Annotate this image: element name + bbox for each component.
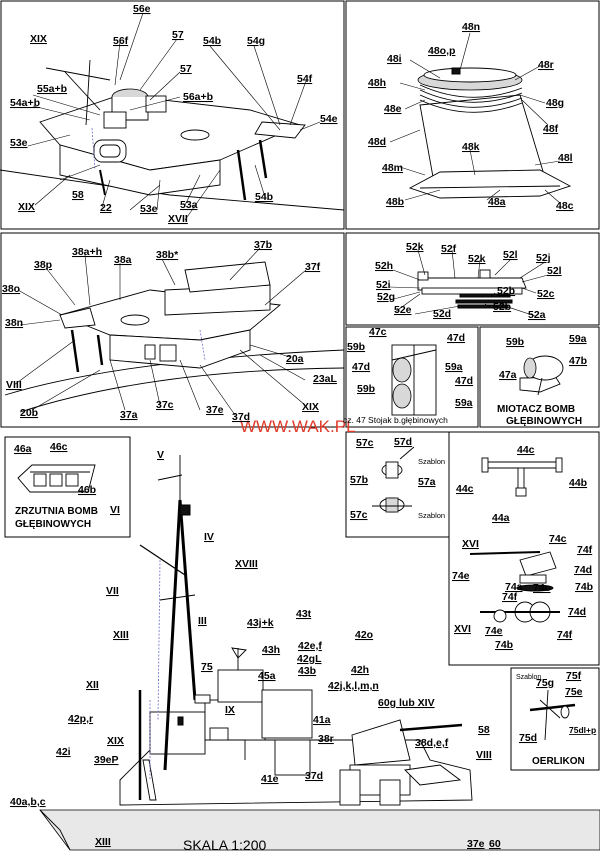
part-label: 39eP [94,754,119,766]
part-label: IV [204,531,214,543]
part-label: 74f [502,591,518,603]
panel-oerlikon-labels [516,670,596,767]
part-label: 48i [387,53,402,65]
part-label: 58 [72,189,84,201]
part-label: 54a+b [10,97,41,109]
part-label: 47c [369,326,387,338]
part-label: 43t [296,608,312,620]
part-label: 74e [452,570,470,582]
part-label: 54b [203,35,222,47]
part-label: 47b [569,355,588,367]
part-label: 55a+b [37,83,68,95]
part-label: 38p [34,259,53,271]
panel-davit-drawing [372,447,414,512]
part-label: 59a [445,361,463,373]
panel-caption: MIOTACZ BOMB [497,404,576,415]
part-label: 52k [468,253,486,265]
part-label: 57c [356,437,374,449]
part-label: 37d [232,411,251,423]
part-label: XVI [462,538,479,550]
part-label: VIII [476,749,492,761]
part-label: 74b [575,581,594,593]
part-label: 75e [565,686,583,698]
part-label: 22 [100,202,112,214]
panel-oerlikon-frame [511,668,599,770]
part-label: 57c [350,509,368,521]
part-label: 42gL [297,653,322,665]
part-label: 46c [50,441,68,453]
part-label: 52k [406,241,424,253]
part-label: 74c [533,582,551,594]
part-label: 53e [10,137,28,149]
panel-rack-drawing [392,345,436,415]
part-label: 75f [566,670,582,682]
part-label: 38a [114,254,132,266]
part-label: 52d [433,308,452,320]
part-label: 48b [386,196,405,208]
part-label: 47d [447,332,466,344]
part-label: 43j+k [247,617,274,629]
part-label: 56e [133,3,151,15]
part-label: 38r [318,733,334,745]
part-label: 74d [568,606,587,618]
part-label: 48g [546,97,565,109]
part-label: 42p,r [68,713,94,725]
part-label: 42h [351,664,370,676]
annotation: Szablon [418,457,446,466]
part-label: 41a [313,714,331,726]
part-label: 74f [577,544,593,556]
panel-caption: cz. 47 Stojak b.głębinowych [343,415,448,425]
part-label: XIX [30,33,47,45]
part-label: IX [225,704,235,716]
part-label: 48c [556,200,574,212]
part-label: 74c [549,533,567,545]
part-label: 38b* [156,249,179,261]
part-label: 20b [20,407,39,419]
part-label: 54g [247,35,266,47]
part-label: 38d,e,f [415,737,449,749]
part-label: 48n [462,21,481,33]
part-label: 48l [558,152,573,164]
part-label: 75d [519,732,538,744]
part-label: XIX [107,735,124,747]
part-label: 74f [557,629,573,641]
part-label: VIII [6,379,22,391]
part-label: 42j,k,l,m,n [328,680,379,692]
part-label: XIII [113,629,129,641]
part-label: 23aL [313,373,337,385]
part-label: 46b [78,484,97,496]
part-label: 47d [352,361,371,373]
part-label: 37e [206,404,224,416]
part-label: 48o,p [428,45,456,57]
part-label: VII [106,585,119,597]
watermark: WWW.WAK.PL [240,417,356,436]
part-label: 54b [255,191,274,203]
part-label: XIII [95,836,111,848]
part-label: 59b [347,341,366,353]
part-label: 57 [180,63,192,75]
part-label: XIX [18,201,35,213]
part-label: 43b [298,665,317,677]
part-label: 37d [305,770,324,782]
part-label: 60 [489,838,501,850]
part-label: XII [86,679,99,691]
part-label: 52f [441,243,457,255]
part-label: 44a [492,512,510,524]
part-label: 74e [485,625,503,637]
part-label: 52b [493,301,512,313]
part-label: 52h [375,260,394,272]
panel-crane-drawing [482,458,562,496]
part-label: 46a [14,443,32,455]
part-label: 74b [495,639,514,651]
part-label: 54e [320,113,338,125]
part-label: XVIII [235,558,258,570]
part-label: 52c [537,288,555,300]
part-label: 44b [569,477,588,489]
part-label: 20a [286,353,304,365]
part-label: 75g [536,677,555,689]
panel-caption: GŁĘBINOWYCH [506,416,583,427]
part-label: 59b [357,383,376,395]
part-label: 42e,f [298,640,322,652]
panel-gunmount-labels [452,533,593,651]
part-label: 48m [382,162,404,174]
part-label: XVII [168,213,188,225]
part-label: 37f [305,261,321,273]
part-label: 52j [536,252,551,264]
part-label: 58 [478,724,490,736]
part-label: 53a [180,199,198,211]
part-label: 74d [574,564,593,576]
part-label: 57a [418,476,436,488]
part-label: 74a [505,581,523,593]
part-label: 48f [543,123,559,135]
part-label: 57 [172,29,184,41]
part-label: 59b [506,336,525,348]
part-label: 44c [517,444,535,456]
panel-caption: ZRZUTNIA BOMB [15,506,98,517]
part-label: 57b [350,474,369,486]
part-label: 53e [140,203,158,215]
part-label: 47d [455,375,474,387]
part-label: V [157,449,165,461]
part-label: III [198,615,207,627]
part-label: 59a [569,333,587,345]
annotation: Szablon [418,511,446,520]
part-label: 48a [488,196,506,208]
part-label: 48r [538,59,554,71]
part-label: 48h [368,77,387,89]
part-label: 37b [254,239,273,251]
part-label: 59a [455,397,473,409]
part-label: XVI [454,623,471,635]
panel-thrower-drawing [520,356,563,395]
part-label: 52g [377,291,396,303]
part-label: 45a [258,670,276,682]
annotation: Szablon [516,674,542,681]
panel-caption: OERLIKON [532,756,585,767]
part-label: 52i [376,279,391,291]
part-label: 44c [456,483,474,495]
part-label: 52b [497,285,516,297]
part-label: 52e [394,304,412,316]
part-label: 42o [355,629,374,641]
part-label: XIX [302,401,319,413]
part-label: 57d [394,436,413,448]
part-label: 48k [462,141,480,153]
part-label: 60g lub XIV [378,697,435,709]
part-label: 54f [297,73,313,85]
panel-caption: GŁĘBINOWYCH [15,519,92,530]
scale-label: SKALA 1:200 [183,837,267,853]
part-label: 52l [503,249,518,261]
part-label: 40a,b,c [10,796,46,808]
part-label: 52a [528,309,546,321]
part-label: 47a [499,369,517,381]
part-label: 41e [261,773,279,785]
part-label: 75dl+p [569,725,597,735]
part-label: 37a [120,409,138,421]
part-label: 56a+b [183,91,214,103]
part-label: 38a+h [72,246,103,258]
part-label: 48d [368,136,387,148]
part-label: 37e [467,838,485,850]
part-label: 37c [156,399,174,411]
part-label: 43h [262,644,281,656]
part-label: VI [110,504,120,516]
part-label: 56f [113,35,129,47]
part-label: 42i [56,746,71,758]
part-label: 38n [5,317,24,329]
part-label: 75 [201,661,213,673]
part-label: 52l [547,265,562,277]
part-label: 48e [384,103,402,115]
part-label: 38o [2,283,21,295]
